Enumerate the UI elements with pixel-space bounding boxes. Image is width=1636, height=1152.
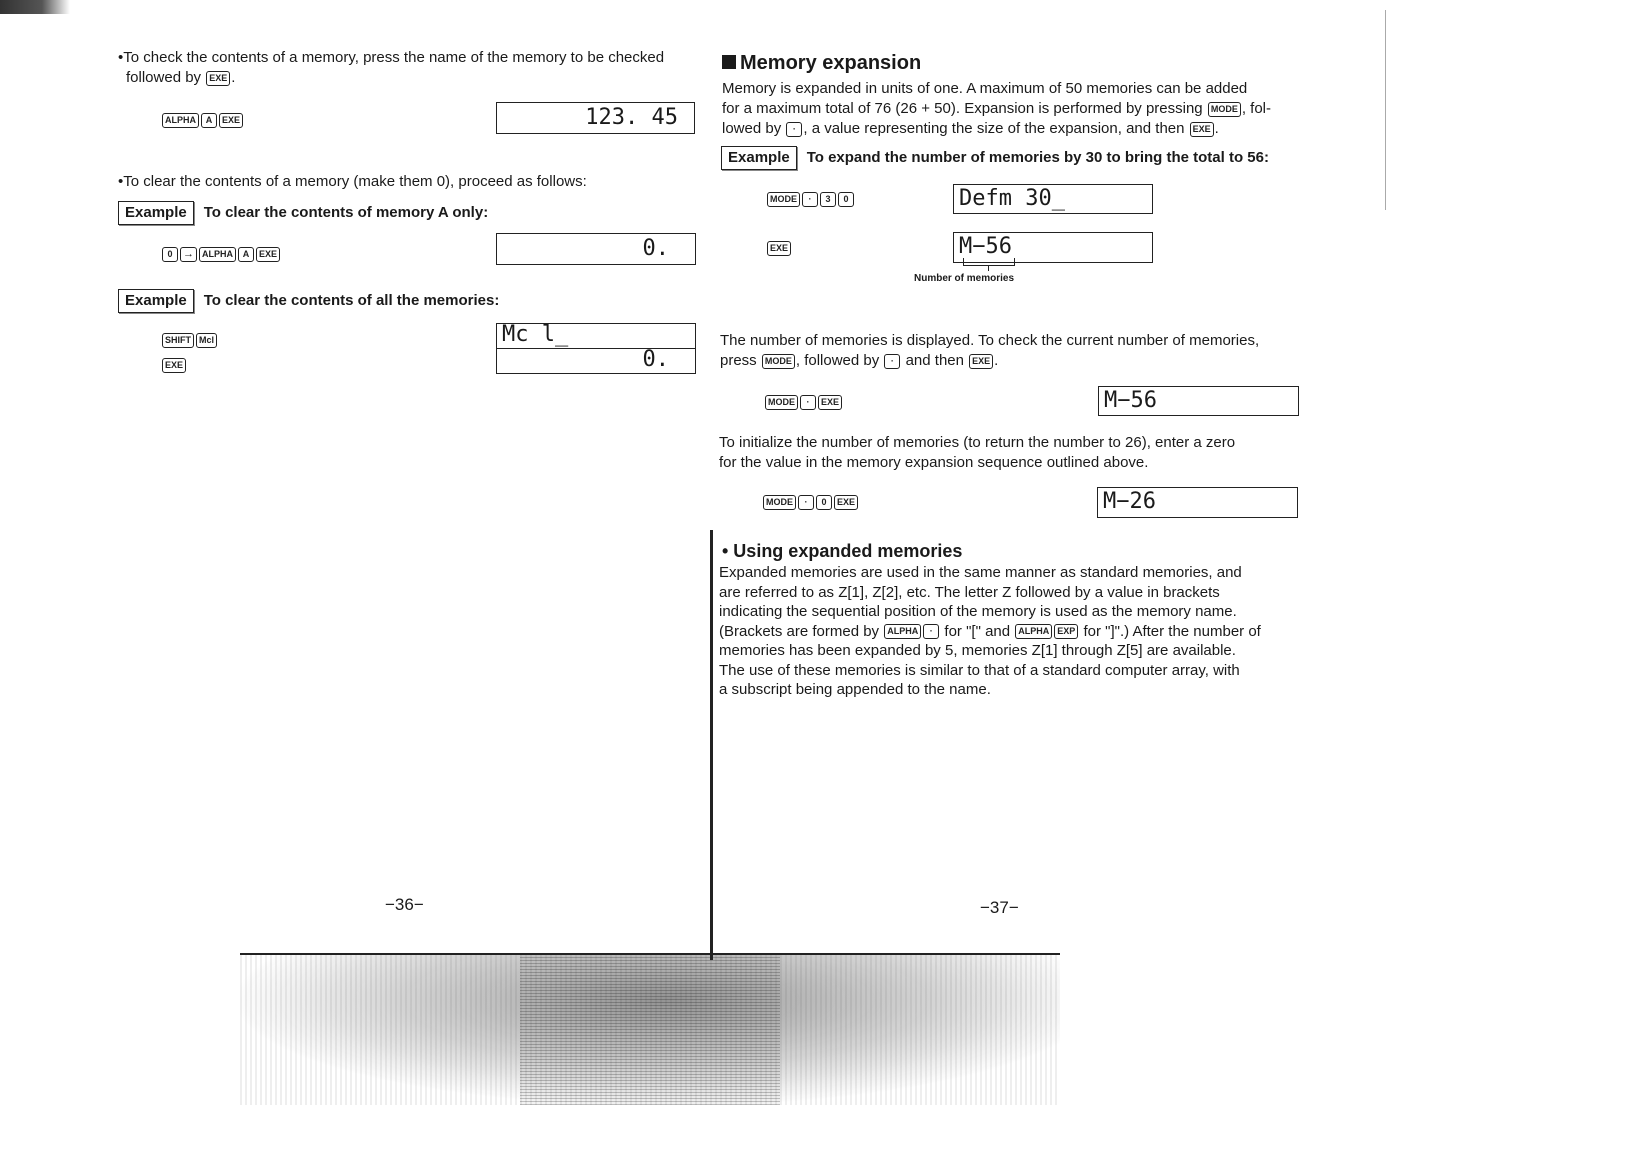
using-line4-c: for "]".) After the number of	[1083, 622, 1261, 640]
alpha-key-icon: ALPHA	[884, 624, 921, 639]
example2-header	[118, 288, 499, 314]
scan-binding-texture	[520, 955, 780, 1105]
initialize-keys	[763, 494, 860, 512]
check-memory-line2-text: followed by	[126, 69, 202, 86]
exe-key-icon: EXE	[969, 354, 993, 369]
using-line4-a: (Brackets are formed by	[719, 622, 880, 640]
intro-line2-text: for a maximum total of 76 (26 + 50). Expansion is performed by pressing	[722, 100, 1203, 117]
check-number-keys	[765, 394, 844, 412]
check-number-line2-b: , followed by	[795, 352, 880, 369]
three-key-icon: 3	[820, 192, 836, 207]
page-gutter-line	[710, 530, 713, 960]
mcl-key-icon: Mcl	[196, 333, 217, 348]
check-number-line2-c: and then	[905, 352, 964, 369]
dot-key-icon: ·	[786, 122, 802, 137]
exe-key-icon: EXE	[206, 71, 230, 86]
lcd-display-initialize	[1097, 487, 1298, 518]
intro-line3-end: .	[1214, 120, 1219, 137]
zero-key-icon: 0	[838, 192, 854, 207]
example2-title: To clear the contents of all the memories:	[203, 292, 500, 309]
zero-key-icon: 0	[816, 495, 832, 510]
page-bottom-edge	[240, 953, 1060, 955]
zero-key-icon: 0	[162, 247, 178, 262]
exp-key-icon: EXP	[1054, 624, 1078, 639]
expansion-example-header	[721, 145, 1269, 171]
using-line1: Expanded memories are used in the same manner as standard memories, and	[719, 564, 1242, 581]
lcd-value: M−56	[1104, 388, 1157, 413]
using-line3: indicating the sequential position of the memory is used as the memory name.	[719, 603, 1237, 620]
lcd-value: M−56	[959, 234, 1012, 259]
dot-key-icon: ·	[802, 192, 818, 207]
expansion-keys-row1	[767, 191, 856, 209]
lcd-value: M−26	[1103, 489, 1156, 514]
mode-key-icon: MODE	[1208, 102, 1241, 117]
mode-key-icon: MODE	[763, 495, 796, 510]
intro-line2-end: , fol-	[1241, 100, 1272, 117]
using-expanded-memories-heading: • Using expanded memories	[722, 541, 963, 561]
lcd-display-defm	[953, 184, 1153, 214]
check-number-line1: The number of memories is displayed. To check the current number of memories,	[720, 332, 1260, 349]
initialize-line2: for the value in the memory expansion sequence outlined above.	[719, 454, 1149, 471]
page-number-left: −36−	[385, 895, 424, 914]
lcd-value-line1: Mc l_	[502, 322, 569, 347]
dot-key-icon: ·	[800, 395, 816, 410]
exe-key-icon: EXE	[767, 241, 791, 256]
arrow-key-icon: →	[180, 247, 197, 262]
mode-key-icon: MODE	[765, 395, 798, 410]
lcd-value: 0.	[642, 236, 669, 261]
example1-header	[118, 200, 488, 226]
a-key-icon: A	[238, 247, 254, 262]
annotation-bracket	[963, 258, 1015, 266]
using-line4	[719, 622, 1309, 642]
lcd-value: Defm 30_	[959, 186, 1065, 211]
using-line4-b: for "[" and	[944, 622, 1011, 640]
exe-key-icon: EXE	[834, 495, 858, 510]
lcd-display-example1	[496, 233, 696, 265]
clear-memory-intro: •To clear the contents of a memory (make them 0), proceed as follows:	[118, 173, 587, 190]
alpha-key-icon: ALPHA	[1015, 624, 1052, 639]
expansion-example-title: To expand the number of memories by 30 to bring the total to 56:	[806, 149, 1269, 166]
number-of-memories-annotation: Number of memories	[914, 273, 1015, 284]
check-number-text	[720, 331, 1310, 371]
dot-key-icon: ·	[884, 354, 900, 369]
example-label-box: Example	[721, 146, 797, 170]
dot-key-icon: ·	[798, 495, 814, 510]
dot-key-icon: ·	[923, 624, 939, 639]
intro-line3	[722, 119, 1312, 139]
lcd-display-check-number	[1098, 386, 1299, 416]
mode-key-icon: MODE	[762, 354, 795, 369]
alpha-key-icon: ALPHA	[199, 247, 236, 262]
intro-line1: Memory is expanded in units of one. A maximum of 50 memories can be added	[722, 80, 1248, 97]
example1-keys	[162, 246, 282, 264]
shift-key-icon: SHIFT	[162, 333, 194, 348]
initialize-text	[719, 433, 1309, 473]
memory-expansion-heading	[722, 52, 921, 75]
lcd-value: 123. 45	[585, 105, 678, 130]
intro-line3-a: lowed by	[722, 120, 782, 137]
exe-key-icon: EXE	[256, 247, 280, 262]
exe-key-icon: EXE	[1190, 122, 1214, 137]
alpha-key-icon: ALPHA	[162, 113, 199, 128]
page-number-right: −37−	[980, 898, 1019, 917]
lcd-display-check	[496, 102, 695, 134]
exe-key-icon: EXE	[818, 395, 842, 410]
intro-line2	[722, 99, 1312, 119]
check-memory-line1: •To check the contents of a memory, press the name of the memory to be checked	[118, 49, 665, 66]
intro-line3-b: , a value representing the size of the expansion, and then	[803, 120, 1185, 137]
example2-keys-row1	[162, 332, 219, 350]
check-number-line2-a: press	[720, 352, 757, 369]
square-bullet-icon	[722, 55, 736, 69]
expansion-keys-row2	[767, 240, 793, 258]
using-line6: The use of these memories is similar to that of a standard computer array, with	[719, 661, 1240, 679]
scan-margin-line	[1385, 10, 1386, 210]
scan-corner-mark	[0, 0, 70, 14]
a-key-icon: A	[201, 113, 217, 128]
check-number-line2	[720, 351, 1310, 371]
heading-text: Memory expansion	[740, 52, 922, 74]
lcd-display-example2	[496, 323, 696, 374]
initialize-line1: To initialize the number of memories (to return the number to 26), enter a zero	[719, 434, 1236, 451]
check-memory-text	[118, 48, 708, 88]
exe-key-icon: EXE	[162, 358, 186, 373]
using-line2: are referred to as Z[1], Z[2], etc. The letter Z followed by a value in brackets	[719, 583, 1220, 601]
example-label-box: Example	[118, 201, 194, 225]
example1-title: To clear the contents of memory A only:	[203, 204, 489, 221]
check-number-line2-end: .	[994, 352, 999, 369]
mode-key-icon: MODE	[767, 192, 800, 207]
memory-expansion-intro	[722, 79, 1312, 139]
annotation-tick	[988, 265, 989, 271]
using-line5: memories has been expanded by 5, memories Z[1] through Z[5] are available.	[719, 642, 1236, 659]
using-line7: a subscript being appended to the name.	[719, 681, 991, 698]
using-expanded-memories-text	[719, 563, 1309, 700]
example-label-box: Example	[118, 289, 194, 313]
exe-key-icon: EXE	[219, 113, 243, 128]
check-memory-keys	[162, 112, 245, 130]
example2-keys-row2	[162, 357, 188, 375]
lcd-value-line2: 0.	[642, 347, 669, 372]
check-memory-line2: followed by EXE .	[126, 69, 236, 86]
